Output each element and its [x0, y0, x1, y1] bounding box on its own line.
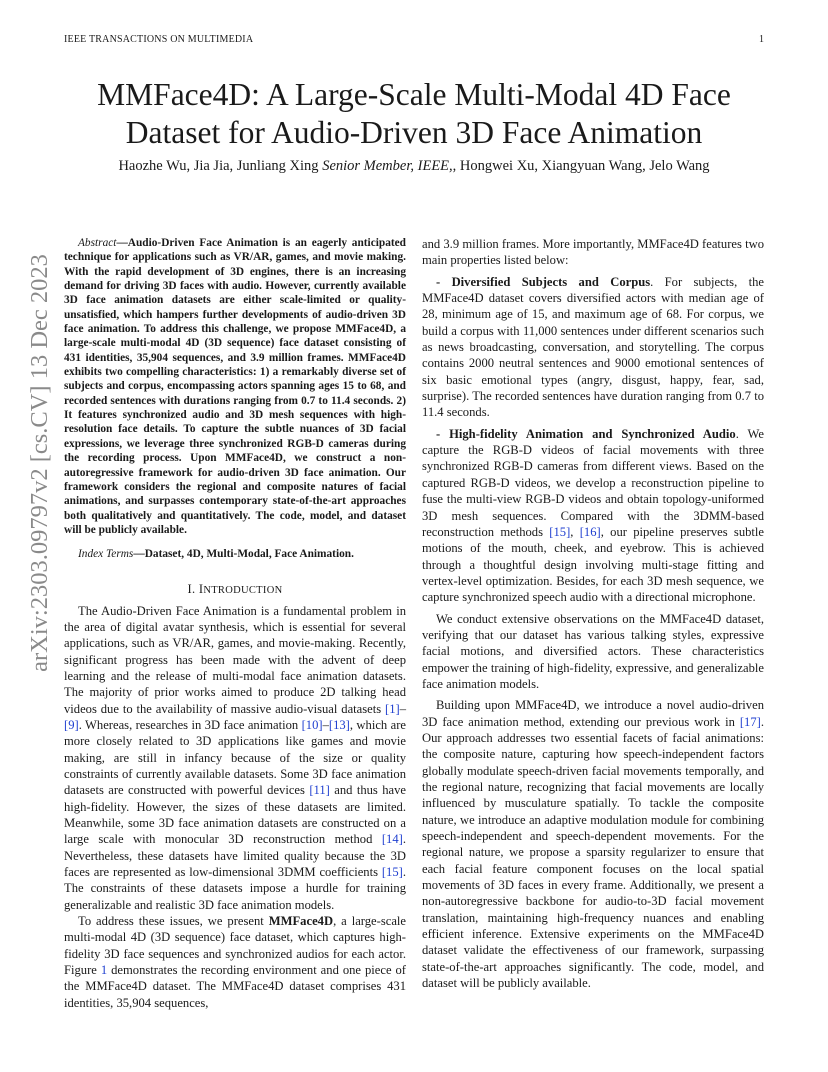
- index-terms: [64, 547, 406, 561]
- method-paragraph: [422, 697, 764, 991]
- abstract-label: Abstract: [78, 237, 117, 249]
- text-run: , our pipeline preserves subtle motions of the mouth, cheek, and eyebrow. This is achieved through a thoughtful design involving multi-stage fitting and vertex-level optimization. Besides, for each 3D mesh sequence, we capture synchronized speech audio with a directional microphone.: [422, 524, 764, 605]
- section-numeral: I.: [187, 581, 199, 596]
- section-initial: I: [198, 581, 204, 596]
- authors-part-1: Haozhe Wu, Jia Jia, Junliang Xing: [118, 158, 323, 174]
- paper-title: [0, 76, 828, 152]
- title-line-1: MMFace4D: A Large-Scale Multi-Modal 4D Face: [97, 77, 731, 112]
- text-run: , a large-scale multi-modal 4D (3D sequence) face dataset, which captures high-fidelity 3D face sequences and synchronized audios for each actor. Figure: [64, 914, 406, 978]
- figure-link[interactable]: 1: [100, 963, 108, 978]
- index-terms-text: —Dataset, 4D, Multi-Modal, Face Animation.: [133, 548, 354, 561]
- text-run: , which are more closely related to 3D applications like games and movie making, are still in infancy because of the size or quality constraints of currently available datasets. Some 3D face animation datasets are constructed with powerful devices: [64, 717, 406, 798]
- author-list: [0, 158, 828, 175]
- text-run: –: [322, 717, 329, 732]
- abstract-text: —Audio-Driven Face Animation is an eagerly anticipated technique for applications such as VR/AR, games, and movie making. With the rapid development of 3D engines, there is an increasing demand for driving 3D faces with audio. However, currently available 3D face animation datasets are either scale-limited or quality-unsatisfied, which hampers further developments of audio-driven 3D face animation. To address this challenge, we propose MMFace4D, a large-scale multi-modal 4D (3D sequence) face dataset consisting of 431 identities, 35,904 sequences, and 3.9 million frames. MMFace4D exhibits two compelling characteristics: 1) a remarkably diverse set of subjects and corpus, encompassing actors spanning ages 15 to 68, and recorded sentences with durations ranging from 0.7 to 11.4 seconds. 2) It features synchronized audio and 3D mesh sequences with high-resolution face details. To capture the subtle nuances of 3D facial expressions, we leverage three synchronized RGB-D cameras during the recording process. Upon MMFace4D, we construct a non-autoregressive framework for audio-driven 3D face animation. Our framework considers the regional and composite natures of facial animations, and surpasses contemporary state-of-the-art approaches both qualitatively and quantitatively. The code, model, and dataset will be publicly available.: [64, 237, 406, 536]
- text-run: . The constraints of these datasets impose a hurdle for training generalizable and realistic 3D face animation models.: [64, 865, 406, 912]
- right-column: [422, 236, 764, 996]
- citation-link[interactable]: [10]: [301, 717, 323, 732]
- citation-link[interactable]: [11]: [309, 783, 330, 798]
- abstract: [64, 236, 406, 537]
- text-run: To address these issues, we present: [78, 914, 269, 929]
- property-heading: - Diversified Subjects and Corpus: [436, 274, 651, 289]
- citation-link[interactable]: [9]: [64, 717, 79, 732]
- text-run: . For subjects, the MMFace4D dataset covers diversified actors with median age of 28, minimum age of 15, and maximum age of 68. For corpus, we build a corpus with 11,000 sentences under different scenarios such as news broadcasting, conversation, and storytelling. The corpus contains 2000 neutral sentences and 9000 emotional sentences of six basic emotional types (angry, disgust, happy, fear, sad, surprise). The recorded sentences have duration ranging from 0.7 to 11.4 seconds.: [422, 274, 764, 420]
- dataset-name: MMFace4D: [268, 914, 334, 929]
- citation-link[interactable]: [15]: [381, 865, 403, 880]
- property-diversified-subjects: [422, 274, 764, 421]
- left-column: [64, 236, 406, 1011]
- journal-header: IEEE TRANSACTIONS ON MULTIMEDIA: [64, 34, 254, 45]
- index-terms-label: Index Terms: [78, 548, 134, 561]
- citation-link[interactable]: [13]: [328, 717, 350, 732]
- text-run: Building upon MMFace4D, we introduce a novel audio-driven 3D face animation method, extending our previous work in: [422, 698, 764, 729]
- citation-link[interactable]: [17]: [739, 714, 761, 729]
- intro-paragraph-2: [64, 913, 406, 1011]
- continued-paragraph: and 3.9 million frames. More importantly, MMFace4D features two main properties listed below:: [422, 237, 764, 268]
- text-run: . We capture the RGB-D videos of facial movements with three synchronized RGB-D cameras from different views. Based on the captured RGB-D videos, we develop a reconstruction pipeline to fuse the multi-view RGB-D videos and obtain topology-uniformed 3D mesh sequences. Compared with the 3DMM-based reconstruction methods: [422, 426, 764, 539]
- text-run: . Our approach addresses two essential facets of facial animations: the composite nature, capturing how speech-independent factors globally modulate speech-driven facial movements temporally, and the regional nature, recognizing that facial movements are locally influenced by musculature spatially. To tackle the composite nature, we introduce an adaptive modulation module for combining speech-independent and speech-dependent movements. For the regional nature, we propose a sparsity regularizer to ensure that each facial feature component focuses on the local spatial movements of 3D faces in every frame. Additionally, we present a non-autoregressive backbone for audio-to-3D facial movement translation, maintaining high-frequency nuances and enabling efficient inference. Extensive experiments on the MMFace4D dataset validate the effectiveness of our framework, surpassing state-of-the-art approaches significantly. The code, model, and dataset will be publicly available.: [422, 714, 764, 991]
- property-heading: - High-fidelity Animation and Synchronized Audio: [436, 426, 736, 441]
- citation-link[interactable]: [16]: [579, 524, 601, 539]
- section-heading-introduction: [64, 582, 406, 597]
- property-high-fidelity: [422, 426, 764, 606]
- arxiv-stamp: arXiv:2303.09797v2 [cs.CV] 13 Dec 2023: [26, 254, 53, 672]
- text-run: and thus have high-fidelity. However, the sizes of these datasets are limited. Meanwhile, some 3D face animation datasets are constructed on a large scale with monocular 3D reconstruction method: [64, 783, 406, 847]
- citation-link[interactable]: [14]: [381, 832, 403, 847]
- text-run: . Nevertheless, these datasets have limited quality because the 3D faces are represented as low-dimensional 3DMM coefficients: [64, 832, 406, 880]
- text-run: demonstrates the recording environment and one piece of the MMFace4D dataset. The MMFace4D dataset comprises 431 identities, 35,904 sequences,: [64, 963, 406, 1010]
- title-line-2: Dataset for Audio-Driven 3D Face Animation: [125, 115, 703, 150]
- section-rest: NTRODUCTION: [203, 584, 283, 596]
- intro-paragraph-1: [64, 603, 406, 914]
- observations-paragraph: We conduct extensive observations on the MMFace4D dataset, verifying that our dataset has various talking styles, expressive facial motions, and diversified actors. These characteristics empower the training of high-fidelity, expressive, and generalizable face animation models.: [422, 611, 764, 691]
- text-run: –: [399, 701, 406, 716]
- author-role: Senior Member, IEEE,: [322, 158, 453, 174]
- text-run: The Audio-Driven Face Animation is a fundamental problem in the area of digital avatar synthesis, which is essential for several applications, such as VR/AR, games, and movie-making. Recently, significant progress has been made with the advent of deep learning and the release of multi-modal face animation datasets. The majority of prior works aimed to produce 2D talking head videos due to the availability of massive audio-visual datasets: [64, 603, 406, 716]
- authors-part-2: , Hongwei Xu, Xiangyuan Wang, Jelo Wang: [452, 158, 710, 174]
- text-run: . Whereas, researches in 3D face animation: [78, 717, 302, 732]
- citation-link[interactable]: [15]: [549, 524, 571, 539]
- citation-link[interactable]: [1]: [385, 701, 400, 716]
- text-run: ,: [570, 524, 580, 539]
- page-number: 1: [759, 34, 764, 45]
